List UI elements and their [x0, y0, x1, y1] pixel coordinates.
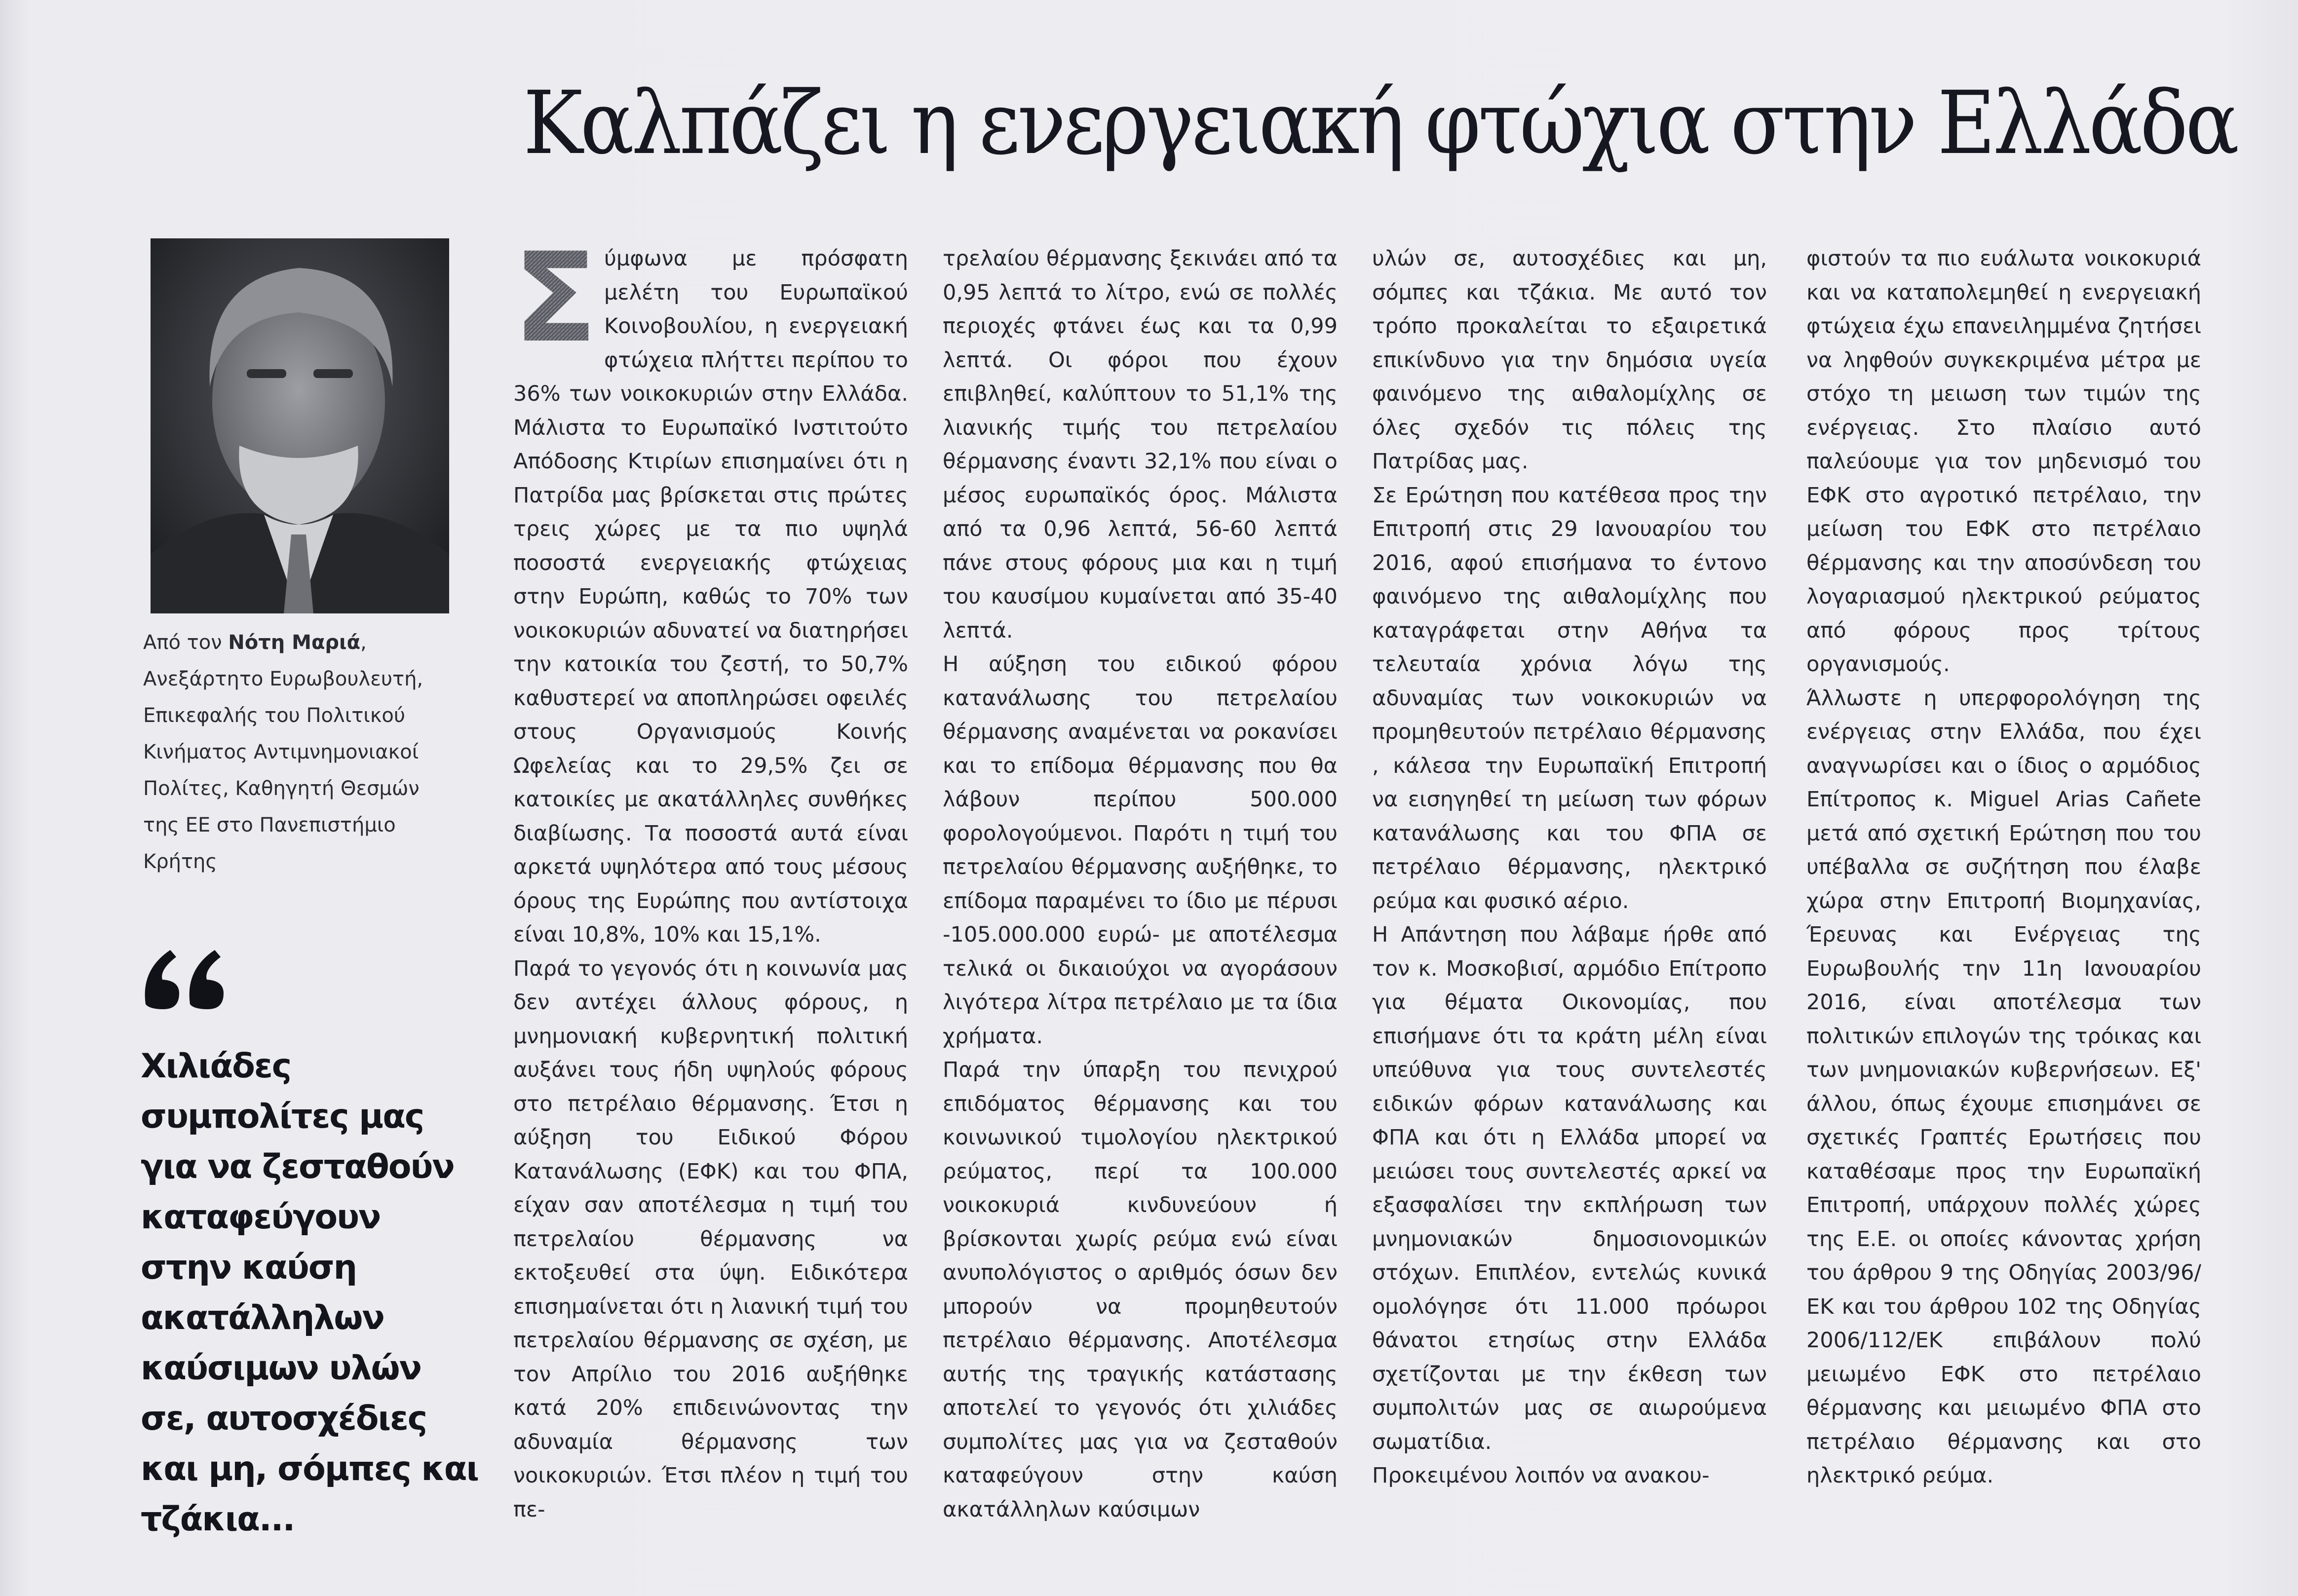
article-headline: Καλπάζει η ενεργειακή φτώχια στην Ελλάδα — [523, 73, 2237, 174]
drop-cap-letter: Σ — [513, 242, 597, 348]
pull-quote-line: για να ζεσταθούν — [141, 1147, 454, 1186]
pull-quote — [141, 1041, 479, 1545]
pull-quote-line: και μη, σόμπες και — [141, 1449, 479, 1488]
paragraph: φιστούν τα πιο ευάλωτα νοικοκυριά και να καταπολεμηθεί η ενεργειακή φτώχεια έχω επανειλημμένα ζητήσει να ληφθούν συγκεκριμένα μέτρα με στόχο τη μειωση των τιμών της ενέργειας. Στο πλαίσιο αυτό παλεύουμε για τον μηδενισμό του ΕΦΚ στο αγροτικό πετρέλαιο, την μείωση του ΕΦΚ στο πετρέλαιο θέρμανσης και την αποσύνδεση του λογαριασμού ηλεκτρικού ρεύματος από φόρους προς τρίτους οργανισμούς. — [1806, 246, 2201, 677]
pull-quote-line: καταφεύγουν — [141, 1198, 381, 1237]
paragraph: Άλλωστε η υπερφορολόγηση της ενέργειας στην Ελλάδα, που έχει αναγνωρίσει και ο ίδιος ο αρμόδιος Επίτροπος κ. Miguel Arias Cañete μετά από σχετική Ερώτηση που του υπέβαλλα σε συζήτηση που έλαβε χώρα στην Επιτροπή Βιομηχανίας, Έρευνας και Ενέργειας της Ευρωβουλής την 11η Ιανουαρίου 2016, είναι αποτέλεσμα των πολιτικών επιλογών της τρόικας και των μνημονιακών κυβερνήσεων. Εξ' άλλου, όπως έχουμε επισημάνει σε σχετικές Γραπτές Ερωτήσεις που καταθέσαμε προς την Ευρωπαϊκή Επιτροπή, υπάρχουν πολλές χώρες της Ε.Ε. οι οποίες κάνοντας χρήση του άρθρου 9 της Οδηγίας 2003/96/ΕΚ και του άρθρου 102 της Οδηγίας 2006/112/ΕΚ επιβάλουν πολύ μειωμένο ΕΦΚ στο πετρέλαιο θέρμανσης και μειωμένο ΦΠΑ στο πετρέλαιο θέρμανσης και στο ηλεκτρικό ρεύμα. — [1806, 685, 2201, 1488]
author-byline — [143, 624, 459, 880]
pull-quote-line: συμπολίτες μας — [141, 1097, 424, 1136]
paragraph: Σε Ερώτηση που κατέθεσα προς την Επιτροπή στις 29 Ιανουαρίου του 2016, αφού επισήμανα το έντονο φαινόμενο της αιθαλομίχλης που καταγράφεται στην Αθήνα τα τελευταία χρόνια λόγω της αδυναμίας των νοικοκυριών να προμηθευτούν πετρέλαιο θέρμανσης , κάλεσα την Ευρωπαϊκή Επιτροπή να εισηγηθεί τη μείωση των φόρων κατανάλωσης και του ΦΠΑ σε πετρέλαιο θέρμανσης, ηλεκτρικό ρεύμα και φυσικό αέριο. — [1372, 483, 1767, 913]
pull-quote-line: ακατάλληλων — [141, 1298, 384, 1337]
paragraph: Παρά το γεγονός ότι η κοινωνία μας δεν αντέχει άλλους φόρους, η μνημονιακή κυβερνητική πολιτική αυξάνει τους ήδη υψηλούς φόρους στο πετρέλαιο θέρμανσης. Έτσι η αύξηση του Ειδικού Φόρου Κατανάλωσης (ΕΦΚ) και του ΦΠΑ, είχαν σαν αποτέλεσμα η τιμή του πετρελαίου θέρμανσης να εκτοξευθεί στα ύψη. Ειδικότερα επισημαίνεται ότι η λιανική τιμή του πετρελαίου θέρμανσης σε σχέση, με τον Απρίλιο του 2016 αυξήθηκε κατά 20% επιδεινώνοντας την αδυναμία θέρμανσης των νοικοκυριών. Έτσι πλέον η τιμή του πε- — [513, 956, 908, 1522]
article-column-3 — [1372, 242, 1767, 1584]
article-column-1 — [513, 242, 908, 1584]
paragraph: Η Απάντηση που λάβαμε ήρθε από τον κ. Μοσκοβισί, αρμόδιο Επίτροπο για θέματα Οικονομίας, που επισήμανε ότι τα κράτη μέλη είναι υπεύθυνα για τους συντελεστές ειδικών φόρων κατανάλωσης και ΦΠΑ και ότι η Ελλάδα μπορεί να μειώσει τους συντελεστές αρκεί να εξασφαλίσει την εκπλήρωση των μνημονιακών δημοσιονομικών στόχων. Επιπλέον, εντελώς κυνικά ομολόγησε ότι 11.000 πρόωροι θάνατοι ετησίως στην Ελλάδα σχετίζονται με την έκθεση των συμπολιτών μας σε αιωρούμενα σωματίδια. — [1372, 922, 1767, 1454]
paragraph: Προκειμένου λοιπόν να ανακου- — [1372, 1463, 1710, 1488]
pull-quote-line: τζάκια... — [141, 1500, 295, 1539]
author-credentials: , Ανεξάρτητο Ευρωβουλευτή, Επικεφαλής του Πολιτικού Κινήματος Αντιμνημονιακοί Πολίτες, Καθηγητή Θεσμών της ΕΕ στο Πανεπιστήμιο Κρήτης — [143, 631, 423, 873]
pull-quote-line: σε, αυτοσχέδιες — [141, 1399, 427, 1438]
drop-cap — [513, 242, 597, 348]
pull-quote-line: Χιλιάδες — [141, 1047, 291, 1086]
author-name: Νότη Μαριά — [228, 631, 361, 654]
pull-quote-line: στην καύση — [141, 1248, 357, 1287]
article-column-2 — [943, 242, 1338, 1584]
paragraph: τρελαίου θέρμανσης ξεκινάει από τα 0,95 λεπτά το λίτρο, ενώ σε πολλές περιοχές φτάνει έως και τα 0,99 λεπτά. Οι φόροι που έχουν επιβληθεί, καλύπτουν το 51,1% της λιανικής τιμής του πετρελαίου θέρμανσης έναντι 32,1% που είναι ο μέσος ευρωπαϊκός όρος. Μάλιστα από τα 0,96 λεπτά, 56-60 λεπτά πάνε στους φόρους μια και η τιμή του καυσίμου κυμαίνεται από 35-40 λεπτά. — [943, 246, 1338, 643]
quotation-marks-icon — [141, 940, 234, 1014]
paragraph: ύμφωνα με πρόσφατη μελέτη του Ευρωπαϊκού Κοινοβουλίου, η ενεργειακή φτώχεια πλήττει περίπου το 36% των νοικοκυριών στην Ελλάδα. Μάλιστα το Ευρωπαϊκό Ινστιτούτο Απόδοσης Κτιρίων επισημαίνει ότι η Πατρίδα μας βρίσκεται στις πρώτες τρεις χώρες με τα πιο υψηλά ποσοστά ενεργειακής φτώχειας στην Ευρώπη, καθώς το 70% των νοικοκυριών αδυνατεί να διατηρήσει την κατοικία του ζεστή, το 50,7% καθυστερεί να αποπληρώσει οφειλές στους Οργανισμούς Κοινής Ωφελείας και το 29,5% ζει σε κατοικίες με ακατάλληλες συνθήκες διαβίωσης. Τα ποσοστά αυτά είναι αρκετά υψηλότερα από τους μέσους όρους της Ευρώπης που αντίστοιχα είναι 10,8%, 10% και 15,1%. — [513, 246, 908, 947]
article-column-4 — [1806, 242, 2201, 1584]
paragraph: Η αύξηση του ειδικού φόρου κατανάλωσης του πετρελαίου θέρμανσης αναμένεται να ροκανίσει και το επίδομα θέρμανσης που θα λάβουν περίπου 500.000 φορολογούμενοι. Παρότι η τιμή του πετρελαίου θέρμανσης αυξήθηκε, το επίδομα παραμένει το ίδιο με πέρυσι -105.000.000 ευρώ- με αποτέλεσμα τελικά οι δικαιούχοι να αγοράσουν λιγότερα λίτρα πετρέλαιο με τα ίδια χρήματα. — [943, 652, 1338, 1049]
paragraph: υλών σε, αυτοσχέδιες και μη, σόμπες και τζάκια. Με αυτό τον τρόπο προκαλείται το εξαιρετικά επικίνδυνο για την δημόσια υγεία φαινόμενο της αιθαλομίχλης σε όλες σχεδόν τις πόλεις της Πατρίδας μας. — [1372, 246, 1767, 474]
portrait-photo-icon — [151, 238, 449, 613]
author-photo — [151, 238, 449, 613]
paragraph: Παρά την ύπαρξη του πενιχρού επιδόματος θέρμανσης και του κοινωνικού τιμολογίου ηλεκτρικού ρεύματος, περί τα 100.000 νοικοκυριά κινδυνεύουν ή βρίσκονται χωρίς ρεύμα ενώ είναι ανυπολόγιστος ο αριθμός όσων δεν μπορούν να προμηθευτούν πετρέλαιο θέρμανσης. Αποτέλεσμα αυτής της τραγικής κατάστασης αποτελεί το γεγονός ότι χιλιάδες συμπολίτες μας για να ζεσταθούν καταφεύγουν στην καύση ακατάλληλων καύσιμων — [943, 1058, 1338, 1522]
pull-quote-line: καύσιμων υλών — [141, 1349, 421, 1388]
byline-prefix: Από τον — [143, 631, 229, 654]
